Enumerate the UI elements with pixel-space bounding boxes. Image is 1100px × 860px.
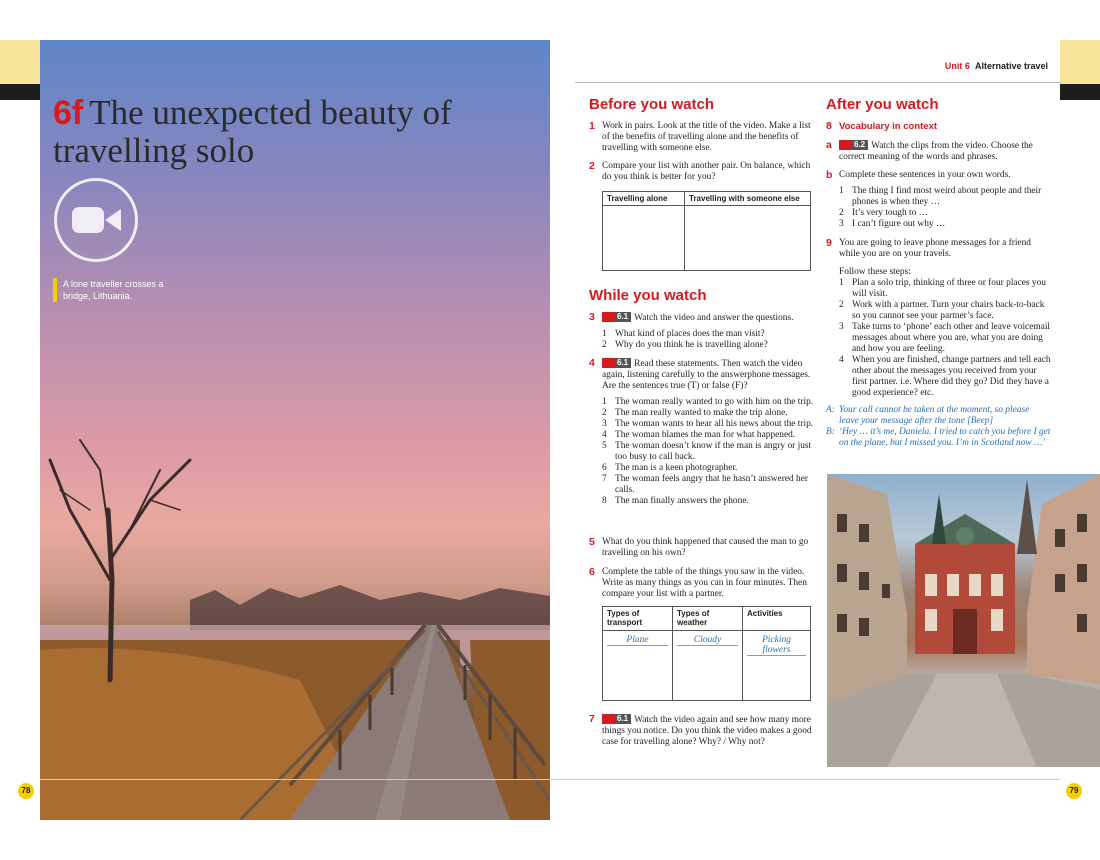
exercise-text: Watch the video and answer the questions. [634,313,794,323]
page-title [53,94,533,169]
exercise-text: Compare your list with another pair. On balance, which do you think is better for you? [602,161,811,182]
table-cell[interactable] [603,206,685,271]
list-item: 1 What kind of places does the man visit? [602,329,765,339]
exercise-3 [589,312,814,351]
list-item: 2 Work with a partner. Turn your chairs back-to-back so you cannot see your partner’s face. [839,300,1045,321]
exercise-9 [826,238,1051,449]
heading-after-you-watch: After you watch [826,96,939,113]
list-item: 4 When you are finished, change partners and tell each other about the messages you received from your first partner. i.e. Where did they go? Did they have a good experience? etc. [839,355,1051,398]
list-item: 6 The man is a keen photographer. [602,463,738,473]
exercise-2 [589,161,814,183]
list-item: 2 Why do you think he is travelling alone? [602,340,768,350]
exercise-letter: b [826,169,833,181]
list-item: 3 The woman wants to hear all his news about the trip. [602,419,814,429]
example-answer: Plane [607,635,668,646]
exercise-number: 8 [826,120,832,132]
exercise-text: Complete these sentences in your own words. [839,170,1011,180]
exercise-number: 4 [589,357,595,369]
list-item: 4 The woman blames the man for what happened. [602,430,796,440]
exercise-text: You are going to leave phone messages for a friend while you are on your travels. [839,238,1031,259]
list-item: 1 The woman really wanted to go with him on the trip. [602,397,814,407]
unit-title: Alternative travel [974,61,1048,71]
exercise-number: 2 [589,160,595,172]
video-clip-badge[interactable]: 6.1 [602,714,631,724]
photo-caption: A lone traveller crosses a bridge, Lithuania. [53,278,173,302]
exercise-text: Work in pairs. Look at the title of the video. Make a list of the benefits of travelling alone and the benefits of travelling with someone else. [602,121,811,153]
exercise-number: 9 [826,237,832,249]
video-camera-icon [54,178,138,262]
unit-label: Unit 6 [944,61,970,71]
exercise-8a [826,140,1051,163]
page-tab-right-band [1060,84,1100,100]
page-number-right: 79 [1066,783,1082,799]
running-head [945,61,1048,71]
exercise-letter: a [826,139,832,151]
exercise-number: 7 [589,713,595,725]
table-header: Travelling alone [603,192,685,206]
table-cell[interactable] [603,631,673,701]
example-answer: Cloudy [677,635,738,646]
lesson-title: The unexpected beauty of travelling solo [53,93,452,170]
lesson-number: 6f [53,94,84,132]
footer-rule [40,779,1060,780]
table-header: Travelling with someone else [685,192,811,206]
table-header: Types of weather [673,607,743,631]
exercise-4 [589,358,814,507]
exercise-8b [826,170,1051,230]
exercise-6 [589,567,814,600]
header-rule [575,82,1061,83]
heading-while-you-watch: While you watch [589,287,707,304]
exercise-7 [589,714,814,748]
dialogue-line: A: Your call cannot be taken at the moment, so please leave your message after the tone [Beep] [826,405,1030,426]
list-item: 1 Plan a solo trip, thinking of three or four places you will visit. [839,278,1046,299]
exercise-8 [826,121,1051,132]
exercise-1 [589,121,814,154]
list-item: 8 The man finally answers the phone. [602,496,749,506]
exercise-number: 3 [589,311,595,323]
page-number-left: 78 [18,783,34,799]
old-town-street-photo [827,474,1100,767]
exercise-text: Complete the table of the things you saw in the video. Write as many things as you can in four minutes. Then compare your list with a partner. [602,567,807,599]
list-item: 1 The thing I find most weird about people and their phones is when they … [839,186,1042,207]
list-item: 2 The man really wanted to make the trip alone. [602,408,788,418]
page-tab-left-band [0,84,40,100]
video-clip-badge[interactable]: 6.2 [839,140,868,150]
exercise-number: 1 [589,120,595,132]
video-clip-badge[interactable]: 6.1 [602,312,631,322]
dialogue-line: B: ‘Hey … it’s me, Daniela. I tried to catch you before I get on the plane, but I missed you. I’m in Scotland now …’ [826,427,1051,448]
table-header: Activities [743,607,811,631]
video-things-table [602,606,811,701]
exercise-title: Vocabulary in context [839,121,938,132]
video-clip-badge[interactable]: 6.1 [602,358,631,368]
table-cell[interactable] [685,206,811,271]
list-item: 7 The woman feels angry that he hasn’t answered her calls. [602,474,808,495]
exercise-text: Watch the clips from the video. Choose the correct meaning of the words and phrases. [839,141,1033,162]
example-answer: Picking flowers [747,635,806,656]
list-item: 3 Take turns to ‘phone’ each other and leave voicemail messages about where you are, what you are doing and how you are feeling. [839,322,1051,354]
exercise-text: Read these statements. Then watch the video again, listening carefully to the answerphone messages. Are the sentences true (T) or false (F)? [602,359,811,391]
heading-before-you-watch: Before you watch [589,96,715,113]
exercise-text: Watch the video again and see how many more things you notice. Do you think the video makes a good case for travelling alone? Why? / Why not? [602,715,812,747]
list-item: 3 I can’t figure out why … [839,219,946,229]
table-cell[interactable] [673,631,743,701]
table-header: Types of transport [603,607,673,631]
page-tab-left [0,40,40,84]
table-cell[interactable] [743,631,811,701]
exercise-5 [589,537,814,559]
exercise-text: What do you think happened that caused the man to go travelling on his own? [602,537,809,558]
exercise-number: 6 [589,566,595,578]
exercise-number: 5 [589,536,595,548]
follow-steps-label: Follow these steps: [839,267,911,277]
travel-comparison-table [602,191,811,271]
list-item: 5 The woman doesn’t know if the man is angry or just too busy to call back. [602,441,812,462]
list-item: 2 It’s very tough to … [839,208,929,218]
page-tab-right [1060,40,1100,84]
